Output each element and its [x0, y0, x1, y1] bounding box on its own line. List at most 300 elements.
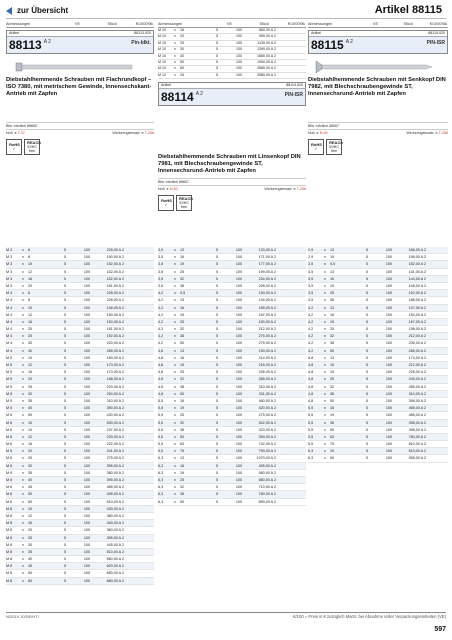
table-row [6, 570, 154, 577]
table-row [6, 376, 154, 383]
table-cell: 5 [365, 442, 368, 447]
top-divider [6, 18, 446, 19]
column-header [6, 22, 154, 28]
table-cell: 790,00 A 2 [258, 449, 276, 454]
table-cell: 5 [216, 40, 218, 45]
table-cell: 4,2 [308, 341, 314, 346]
table-cell: 19 [330, 319, 335, 324]
table-cell: 5 [215, 377, 218, 382]
table-cell: x [174, 355, 176, 360]
table-cell: 4,8 [158, 363, 164, 367]
tool-line [6, 129, 154, 136]
table-cell: x [22, 355, 24, 360]
table-cell: M 3 [6, 255, 13, 260]
table-cell: 100 [236, 66, 242, 71]
table-cell: x [174, 478, 176, 482]
table-cell: 216,00 A 2 [258, 363, 276, 367]
reach-text: REACh [329, 140, 343, 145]
table-cell: 5 [63, 377, 66, 382]
table-cell: 331,00 A 2 [258, 391, 276, 396]
table-cell: x [324, 456, 326, 461]
table-cell: 5,5 [158, 427, 164, 432]
table-cell: 100 [235, 398, 242, 403]
table-cell: x [324, 283, 326, 288]
socket-label: Nuß ➔ [158, 187, 170, 192]
table-cell: x [174, 283, 176, 288]
table-cell: 5 [215, 449, 218, 454]
table-cell: 38 [330, 420, 335, 425]
table-cell: 3,5 [158, 248, 164, 252]
table-cell: 12 [28, 434, 33, 439]
table-cell: 19 [330, 255, 335, 260]
bits-line [158, 178, 306, 185]
table-cell: 6,3 [158, 463, 164, 468]
table-cell: x [22, 363, 24, 367]
article-code: 88113.020 [134, 31, 151, 35]
table-cell: 1990,00 A 2 [257, 60, 276, 65]
table-cell: x [174, 449, 176, 454]
table-row [6, 463, 154, 470]
table-cell: 25 [180, 40, 184, 45]
table-row [6, 441, 154, 448]
table-cell: 5 [365, 341, 368, 346]
table-cell: 5 [63, 348, 66, 353]
table-cell: 6,3 [158, 485, 164, 490]
table-cell: 228,00 A 2 [106, 291, 124, 296]
accessory-links [158, 178, 306, 192]
table-cell: 100 [83, 283, 90, 288]
table-cell: M 10 [158, 53, 166, 58]
table-cell: 5 [215, 348, 218, 353]
table-cell: 100 [235, 413, 242, 418]
table-cell: x [324, 434, 326, 439]
table-cell: 16 [28, 370, 33, 375]
socket-link[interactable]: T-37 [17, 131, 25, 135]
table-cell: 16 [28, 319, 33, 324]
table-cell: 45 [28, 485, 33, 490]
table-row [308, 420, 448, 427]
table-row [158, 326, 306, 333]
drive-type: PIN-ISR [284, 92, 303, 99]
table-cell: x [324, 319, 326, 324]
table-cell: 25 [28, 334, 33, 339]
bits-link[interactable]: Bits ➔Artikel 88665 [6, 124, 37, 128]
table-cell: 75 [330, 442, 335, 447]
table-row [308, 305, 448, 312]
table-cell: 100 [235, 298, 242, 303]
table-cell: 38 [180, 283, 185, 288]
table-cell: 495,00 A 2 [106, 492, 124, 497]
table-cell: 60 [28, 578, 33, 583]
table-cell: 20 [28, 377, 33, 382]
table-cell: 100 [385, 319, 392, 324]
table-cell: 20 [180, 34, 184, 39]
table-cell: 16 [330, 276, 335, 281]
table-cell: 5 [63, 478, 66, 482]
table-cell: 222,00 A 2 [106, 442, 124, 447]
table-cell: x [174, 40, 176, 45]
table-cell: 100 [83, 377, 90, 382]
insert-link[interactable]: T-256 [438, 131, 448, 135]
table-cell: M 8 [6, 549, 13, 554]
footer-divider [6, 612, 446, 613]
table-cell: 5 [215, 413, 218, 418]
table-cell: x [174, 377, 176, 382]
table-cell: 100 [385, 283, 392, 288]
table-cell: 100 [83, 492, 90, 497]
table-cell: 100 [385, 398, 392, 403]
table-cell: 199,00 A 2 [258, 269, 276, 274]
bits-link[interactable]: Bits ➔Artikel 88667 [158, 180, 189, 185]
table-cell: 100 [385, 355, 392, 360]
table-row [308, 269, 448, 276]
table-cell: 5 [215, 442, 218, 447]
table-cell: 275,00 A 2 [106, 456, 124, 461]
table-cell: 100 [235, 377, 242, 382]
table-cell: 958,00 A 2 [408, 456, 426, 461]
table-cell: x [174, 348, 176, 353]
table-row [158, 405, 306, 412]
table-cell: 16 [330, 406, 335, 411]
table-row [158, 369, 306, 376]
table-cell: x [324, 370, 326, 375]
table-cell: 5 [215, 283, 218, 288]
table-cell: 5 [63, 341, 66, 346]
table-row [158, 333, 306, 340]
table-cell: 275,00 A 2 [258, 341, 276, 346]
table-cell: 38 [180, 334, 185, 339]
table-cell: 12 [28, 513, 33, 518]
table-cell: 420,00 A 2 [258, 406, 276, 411]
table-cell: 38 [180, 384, 185, 389]
table-cell: 5 [63, 442, 66, 447]
table-cell: 100 [83, 341, 90, 346]
table-cell: 100 [83, 348, 90, 353]
table-cell: 285,00 A 2 [408, 348, 426, 353]
table-cell: 63 [180, 442, 185, 447]
table-cell: 9,5 [180, 291, 186, 296]
table-cell: 1130,00 A 2 [257, 40, 276, 45]
table-cell: 6,3 [308, 456, 314, 461]
table-cell: 16 [180, 355, 185, 360]
table-cell: 285,00 A 2 [408, 384, 426, 389]
table-cell: 167,00 A 2 [408, 319, 426, 324]
table-row [158, 463, 306, 470]
table-cell: M 8 [6, 571, 13, 576]
table-cell: 100 [235, 262, 242, 267]
table-cell: 25 [28, 535, 33, 540]
page-number: 597 [434, 626, 446, 633]
insert-label: Werkzeugeinsatz ➔ [112, 131, 145, 135]
table-cell: 220,00 A 2 [106, 341, 124, 346]
table-cell: x [22, 506, 24, 511]
table-cell: 100 [235, 391, 242, 396]
table-cell: 50 [180, 60, 184, 65]
table-cell: 100 [83, 319, 90, 324]
table-cell: 20 [28, 327, 33, 332]
table-cell: 4,8 [158, 355, 164, 360]
article-label: Artikel [311, 31, 321, 35]
table-row [308, 427, 448, 434]
table-cell: 5 [63, 384, 66, 389]
socket-link[interactable]: N-40 [319, 131, 328, 135]
table-cell: 5 [365, 319, 368, 324]
table-cell: 5 [365, 456, 368, 461]
table-cell: x [324, 363, 326, 367]
table-cell: 6,3 [158, 470, 164, 475]
table-row [6, 527, 154, 534]
table-cell: 100 [235, 348, 242, 353]
table-cell: 228,00 A 2 [106, 298, 124, 303]
screw-button-head-illustration [6, 58, 154, 74]
table-cell: 660,00 A 2 [258, 478, 276, 482]
drive-type: PIN-ISR [426, 40, 445, 46]
table-row [308, 333, 448, 340]
table-cell: 780,00 A 2 [408, 434, 426, 439]
table-cell: 40 [180, 53, 184, 58]
header-price: €/1000Stk. [429, 22, 448, 26]
table-cell: x [22, 413, 24, 418]
insert-link[interactable]: T-256 [296, 187, 306, 192]
insert-link[interactable]: T-256 [144, 131, 154, 135]
table-cell: x [22, 384, 24, 389]
table-cell: 4,8 [308, 363, 314, 367]
bits-link[interactable]: Bits ➔Artikel 88667 [308, 124, 339, 128]
table-cell: 100 [385, 363, 392, 367]
screw-countersunk-illustration [308, 58, 448, 74]
table-cell: 5 [63, 283, 66, 288]
table-row [158, 261, 306, 268]
table-cell: M 3 [6, 262, 13, 267]
table-cell: 5 [215, 463, 218, 468]
table-cell: 100 [385, 348, 392, 353]
table-cell: M 8 [6, 578, 13, 583]
table-cell: 100 [83, 420, 90, 425]
header-stk: Stück [403, 22, 413, 26]
table-cell: 4,2 [158, 298, 164, 303]
table-cell: x [174, 434, 176, 439]
table-cell: M 3 [6, 276, 13, 281]
socket-link[interactable]: N-40 [169, 187, 178, 192]
table-cell: 100 [385, 262, 392, 267]
accessory-links [308, 122, 448, 136]
table-cell: 310,00 A 2 [408, 391, 426, 396]
table-cell: 38 [330, 391, 335, 396]
table-cell: x [174, 66, 176, 71]
article-number: 88113 [9, 38, 42, 52]
table-cell: 5 [365, 334, 368, 339]
table-cell: 5 [216, 66, 218, 71]
column-header [308, 22, 448, 28]
table-cell: 5 [63, 291, 66, 296]
article-number-banner [309, 37, 447, 53]
table-cell: 5 [63, 406, 66, 411]
table-cell: 30 [180, 47, 184, 52]
table-row [6, 499, 154, 506]
table-cell: x [324, 413, 326, 418]
table-cell: 167,00 A 2 [258, 312, 276, 317]
table-cell: x [22, 305, 24, 310]
table-cell: 5 [365, 291, 368, 296]
table-cell: 5,5 [308, 406, 314, 411]
table-row [158, 448, 306, 455]
table-cell: 100 [83, 291, 90, 296]
table-row [158, 355, 306, 362]
table-cell: 100 [83, 449, 90, 454]
table-cell: M 5 [6, 363, 13, 367]
table-cell: 5 [365, 269, 368, 274]
table-row [158, 319, 306, 326]
table-cell: 13 [330, 305, 335, 310]
table-row [6, 276, 154, 283]
table-cell: 275,00 A 2 [258, 413, 276, 418]
table-cell: 35 [28, 470, 33, 475]
table-row [158, 391, 306, 398]
reach-badge [176, 195, 192, 211]
table-cell: 188,00 A 2 [408, 298, 426, 303]
table-cell: 4,2 [158, 319, 164, 324]
table-cell: 2680,00 A 2 [257, 66, 276, 71]
table-cell: 60 [180, 66, 184, 71]
table-cell: 285,00 A 2 [258, 377, 276, 382]
table-cell: x [174, 427, 176, 432]
table-cell: 323,00 A 2 [258, 427, 276, 432]
table-cell: 228,00 A 2 [408, 370, 426, 375]
table-cell: 100 [236, 47, 242, 52]
table-cell: 5 [215, 341, 218, 346]
table-cell: 25 [180, 72, 184, 77]
table-cell: 4,8 [308, 377, 314, 382]
table-cell: M 4 [6, 334, 13, 339]
table-cell: 5 [63, 542, 66, 547]
table-cell: 5 [365, 370, 368, 375]
table-cell: 5 [215, 384, 218, 389]
table-cell: 5 [365, 262, 368, 267]
table-row [308, 261, 448, 268]
table-row [158, 297, 306, 304]
compliance-badges [6, 139, 154, 155]
table-cell: 100 [83, 571, 90, 576]
table-cell: 3,5 [308, 298, 314, 303]
table-cell: 4,8 [158, 377, 164, 382]
table-cell: 16 [330, 312, 335, 317]
table-cell: 5 [63, 276, 66, 281]
table-row [6, 448, 154, 455]
table-cell: x [174, 485, 176, 490]
table-cell: 100 [83, 470, 90, 475]
table-cell: 6,3 [308, 449, 314, 454]
table-cell: x [174, 248, 176, 252]
table-row [158, 348, 306, 355]
table-cell: 100 [236, 72, 242, 77]
table-cell: 63 [330, 434, 335, 439]
header-stk: Stück [107, 22, 117, 26]
table-cell: 465,00 A 2 [408, 406, 426, 411]
table-cell: 5 [215, 355, 218, 360]
table-cell: 4,2 [158, 327, 164, 332]
table-cell: x [174, 391, 176, 396]
table-row [158, 276, 306, 283]
table-cell: 4,2 [158, 305, 164, 310]
table-cell: 38 [330, 341, 335, 346]
table-cell: M 6 [6, 420, 13, 425]
table-cell: 100 [83, 406, 90, 411]
table-cell: 100 [235, 248, 242, 252]
table-cell: 100 [385, 269, 392, 274]
table-cell: 100 [385, 413, 392, 418]
table-cell: x [174, 47, 176, 52]
table-row [158, 477, 306, 484]
table-cell: x [324, 305, 326, 310]
table-cell: 32 [180, 485, 185, 490]
table-cell: x [174, 28, 176, 32]
table-cell: 610,00 A 2 [106, 499, 124, 504]
table-cell: 60 [28, 499, 33, 504]
table-cell: x [324, 406, 326, 411]
table-row [308, 376, 448, 383]
table-cell: 234,00 A 2 [258, 276, 276, 281]
table-cell: 20 [28, 449, 33, 454]
table-cell: 5 [365, 377, 368, 382]
table-cell: 100 [83, 398, 90, 403]
table-cell: 100 [385, 434, 392, 439]
table-cell: 380,00 A 2 [106, 470, 124, 475]
table-cell: 5 [63, 319, 66, 324]
back-label: zur Übersicht [17, 6, 69, 15]
table-cell: x [22, 499, 24, 504]
table-row [308, 355, 448, 362]
table-cell: 5 [215, 262, 218, 267]
table-cell: 5 [215, 420, 218, 425]
table-cell: 16 [28, 442, 33, 447]
table-cell: 100 [235, 255, 242, 260]
table-cell: 5 [63, 449, 66, 454]
table-cell: 32 [180, 327, 185, 332]
column-88113 [6, 22, 154, 155]
bits-line [308, 122, 448, 129]
table-cell: 100 [235, 499, 242, 504]
table-cell: 5 [215, 305, 218, 310]
table-cell: x [22, 528, 24, 533]
table-cell: 5 [365, 255, 368, 260]
price-note: €/100 = Preis in € zuzüglich MwSt. bei Abnahme voller Verpackungseinheiten (VE) [293, 614, 446, 619]
table-cell: 100 [83, 557, 90, 562]
table-row [158, 420, 306, 427]
table-cell: 5 [63, 456, 66, 461]
table-cell: 12 [28, 363, 33, 367]
table-cell: x [22, 449, 24, 454]
table-cell: 100 [83, 521, 90, 526]
table-cell: 4,2 [308, 305, 314, 310]
price-table-88114 [158, 247, 306, 506]
table-cell: 610,00 A 2 [408, 449, 426, 454]
table-cell: 100 [235, 319, 242, 324]
table-cell: 4,8 [158, 370, 164, 375]
back-to-overview-link[interactable] [6, 6, 68, 15]
table-cell: 100 [385, 456, 392, 461]
table-cell: M 8 [6, 542, 13, 547]
table-row [158, 427, 306, 434]
table-cell: 32 [180, 276, 185, 281]
table-cell: 485,00 A 2 [408, 413, 426, 418]
table-row [158, 312, 306, 319]
table-cell: 100 [83, 370, 90, 375]
rohs-badge [308, 139, 324, 155]
table-row [158, 455, 306, 462]
table-cell: 100 [83, 391, 90, 396]
article-code: 88114.020 [286, 83, 303, 88]
table-cell: 5 [63, 298, 66, 303]
